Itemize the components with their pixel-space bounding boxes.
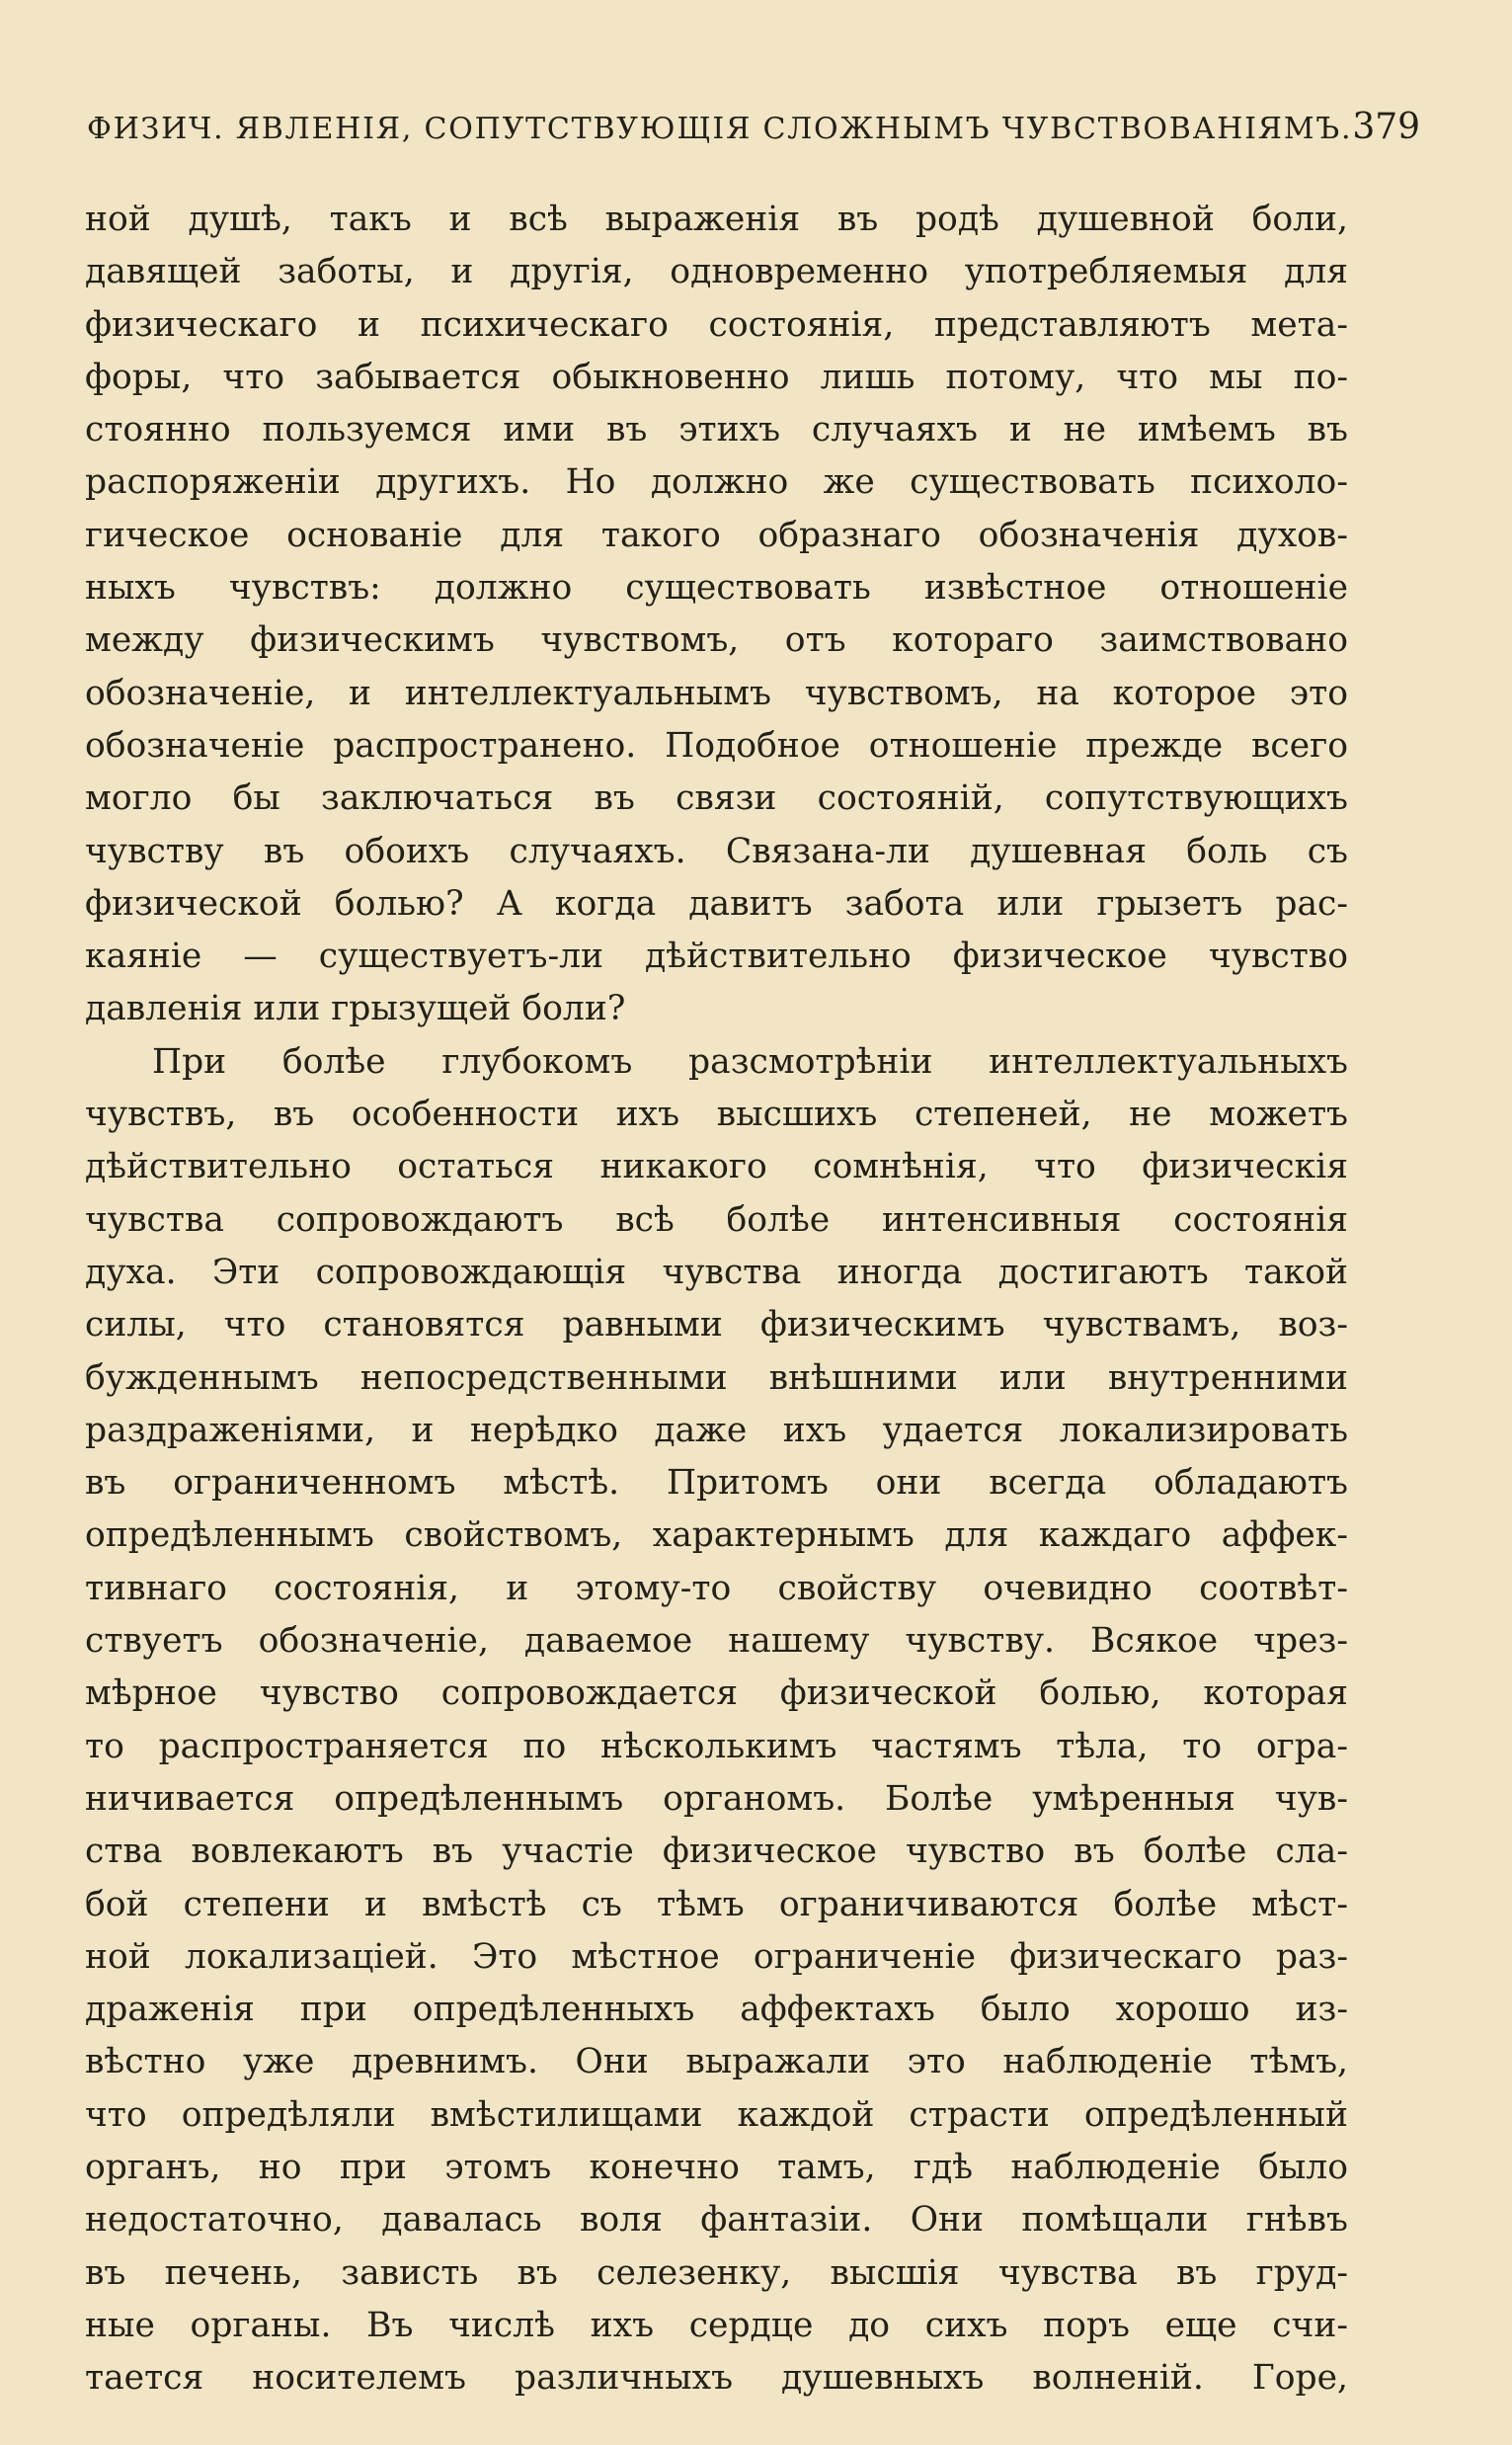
text-line: вѣстно уже древнимъ. Они выражали это наблюденіе тѣмъ, [85, 2042, 1348, 2082]
running-head [87, 107, 1421, 154]
text-line: бой степени и вмѣстѣ съ тѣмъ ограничиваются болѣе мѣст- [85, 1884, 1348, 1924]
text-line: опредѣленнымъ свойствомъ, характернымъ для каждаго аффек- [85, 1515, 1348, 1556]
text-line: физической болью? А когда давитъ забота или грызетъ рас- [85, 883, 1348, 924]
text-line: чувства сопровождаютъ всѣ болѣе интенсивныя состоянія [85, 1199, 1348, 1240]
text-line: духа. Эти сопровождающія чувства иногда достигаютъ такой [85, 1252, 1348, 1292]
text-line: въ ограниченномъ мѣстѣ. Притомъ они всегда обладаютъ [85, 1463, 1348, 1504]
text-line: ной локализацiей. Это мѣстное ограниченіе физическаго раз- [85, 1936, 1348, 1977]
text-line: обозначеніе, и интеллектуальнымъ чувствомъ, на которое это [85, 673, 1348, 713]
body-text [85, 194, 1348, 2404]
text-line: ствуетъ обозначеніе, даваемое нашему чувству. Всякое чрез- [85, 1621, 1348, 1662]
text-line: гическое основаніе для такого образнаго обозначенія духов- [85, 515, 1348, 555]
text-line: ные органы. Въ числѣ ихъ сердце до сихъ поръ еще счи- [85, 2305, 1348, 2345]
text-line: чувству въ обоихъ случаяхъ. Связана-ли душевная боль съ [85, 831, 1348, 871]
text-line: бужденнымъ непосредственными внѣшними или внутренними [85, 1357, 1348, 1398]
text-line: дѣйствительно остаться никакого сомнѣнія, что физическія [85, 1147, 1348, 1187]
running-title: ФИЗИЧ. ЯВЛЕНІЯ, СОПУТСТВУЮЩІЯ СЛОЖНЫМЪ ЧУВСТВОВАНІЯМЪ. [87, 112, 1353, 146]
text-line: между физическимъ чувствомъ, отъ котораго заимствовано [85, 620, 1348, 661]
text-line: каяніе — существуетъ-ли дѣйствительно физическое чувство [85, 937, 1348, 977]
text-line: то распространяется по нѣсколькимъ частямъ тѣла, то огра- [85, 1726, 1348, 1766]
text-line: раздраженіями, и нерѣдко даже ихъ удается локализировать [85, 1410, 1348, 1450]
text-line: могло бы заключаться въ связи состояній, сопутствующихъ [85, 778, 1348, 819]
text-line: ства вовлекаютъ въ участіе физическое чувство въ болѣе сла- [85, 1832, 1348, 1872]
text-line: въ печень, зависть въ селезенку, высшія чувства въ груд- [85, 2252, 1348, 2293]
text-line: что опредѣляли вмѣстилищами каждой страсти опредѣленный [85, 2094, 1348, 2135]
text-line: тается носителемъ различныхъ душевныхъ волненій. Горе, [85, 2358, 1348, 2399]
text-line: драженія при опредѣленныхъ аффектахъ было хорошо из- [85, 1990, 1348, 2030]
text-line: физическаго и психическаго состоянія, представляютъ мета- [85, 304, 1348, 345]
text-line: обозначеніе распространено. Подобное отношеніе прежде всего [85, 725, 1348, 766]
text-line: чувствъ, въ особенности ихъ высшихъ степеней, не можетъ [85, 1095, 1348, 1135]
text-line: силы, что становятся равными физическимъ чувствамъ, воз- [85, 1305, 1348, 1345]
text-line: ныхъ чувствъ: должно существовать извѣстное отношеніе [85, 568, 1348, 609]
text-line: ной душѣ, такъ и всѣ выраженія въ родѣ душевной боли, [85, 200, 1348, 239]
text-line: недостаточно, давалась воля фантазіи. Они помѣщали гнѣвъ [85, 2200, 1348, 2241]
text-line: органъ, но при этомъ конечно тамъ, гдѣ наблюденіе было [85, 2147, 1348, 2187]
text-line: распоряженіи другихъ. Но должно же существовать психоло- [85, 462, 1348, 503]
text-line: давящей заботы, и другія, одновременно употребляемыя для [85, 252, 1348, 292]
text-line: мѣрное чувство сопровождается физической болью, которая [85, 1673, 1348, 1714]
paragraph [85, 1036, 1348, 2405]
text-line: При болѣе глубокомъ разсмотрѣніи интеллектуальныхъ [152, 1041, 1348, 1082]
text-line: давленія или грызущей боли? [85, 989, 626, 1029]
page-number: 379 [1352, 107, 1421, 147]
text-line: форы, что забывается обыкновенно лишь потому, что мы по- [85, 357, 1348, 397]
text-line: ничивается опредѣленнымъ органомъ. Болѣе умѣренныя чув- [85, 1778, 1348, 1819]
paragraph [85, 194, 1348, 1036]
text-line: тивнаго состоянія, и этому-то свойству очевидно соотвѣт- [85, 1568, 1348, 1608]
text-line: стоянно пользуемся ими въ этихъ случаяхъ и не имѣемъ въ [85, 410, 1348, 450]
